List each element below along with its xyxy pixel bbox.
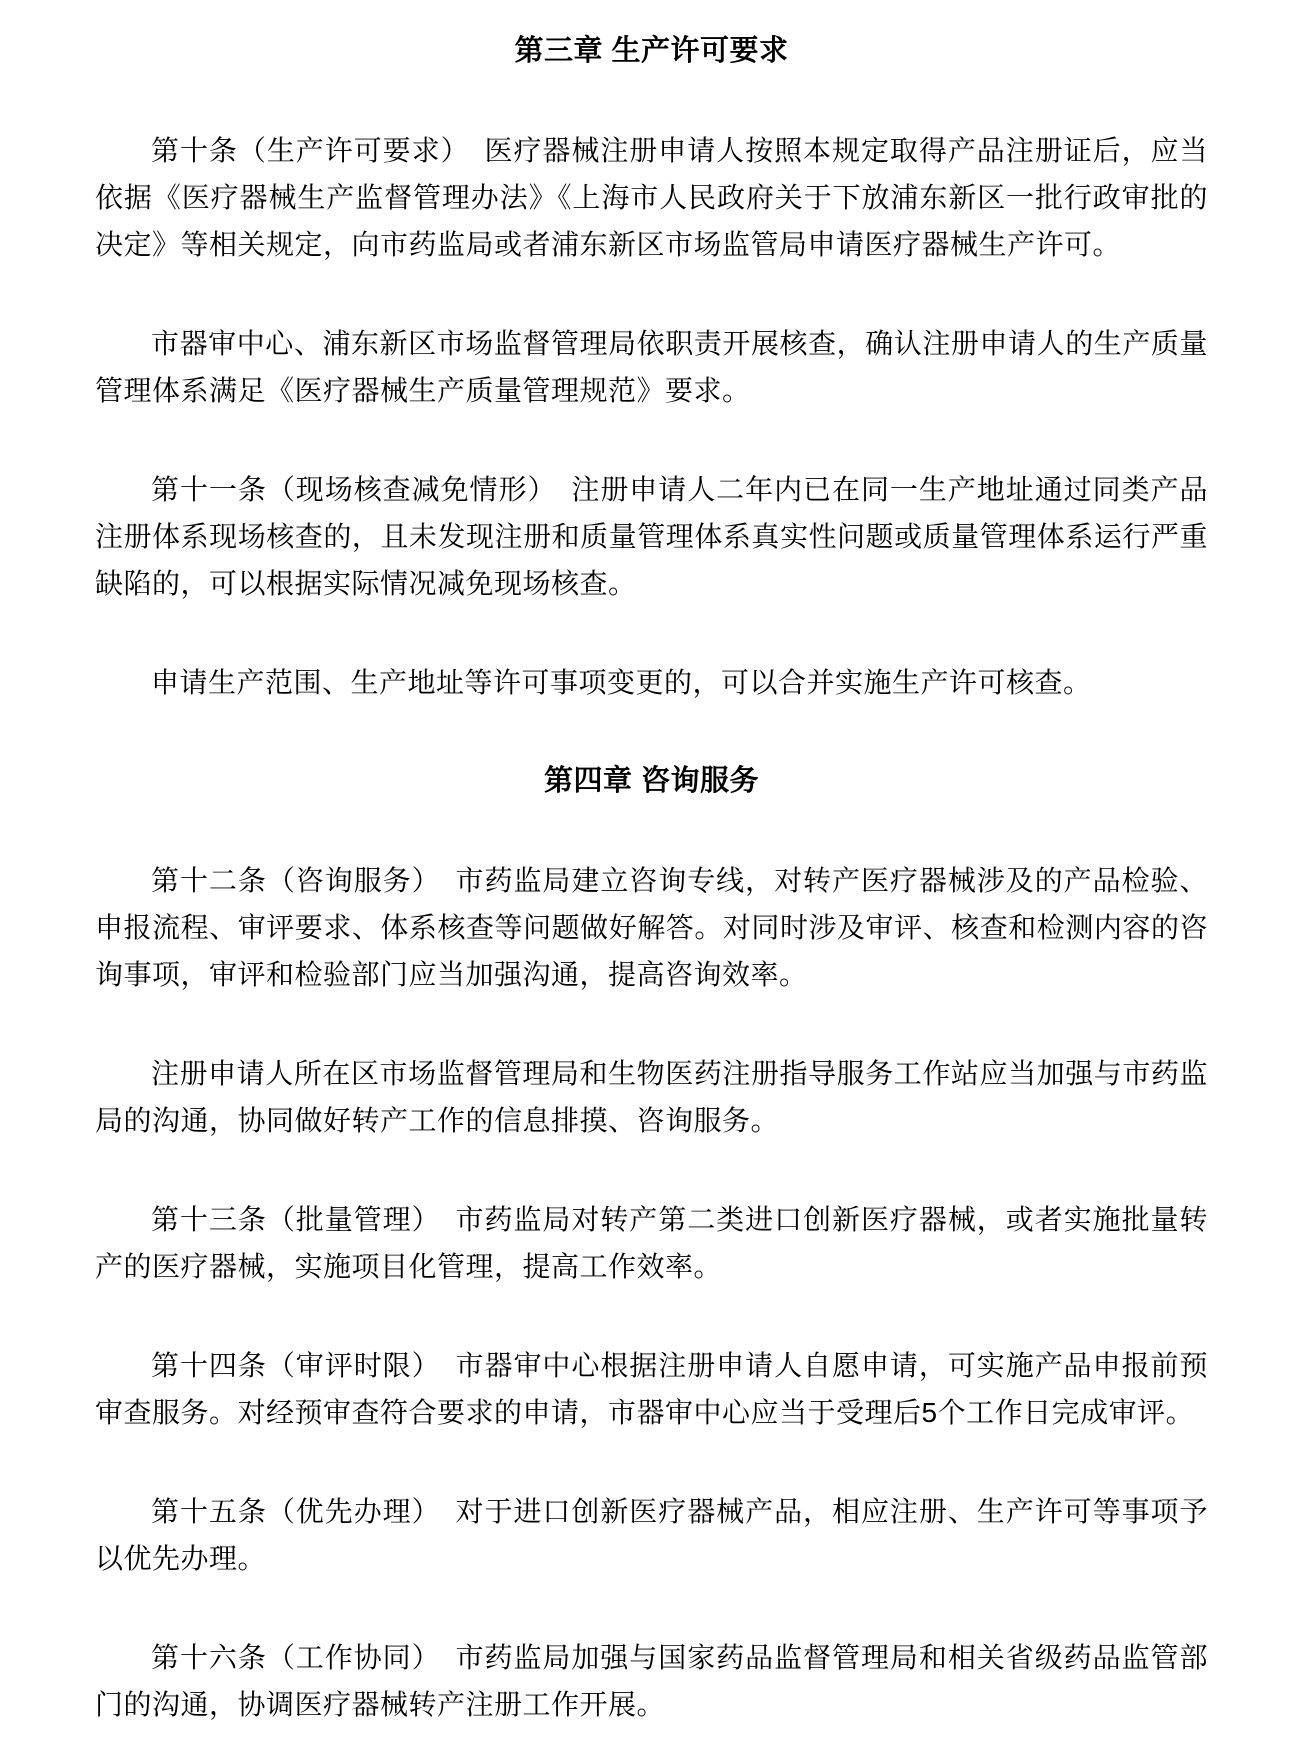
paragraph-article-10: 第十条（生产许可要求） 医疗器械注册申请人按照本规定取得产品注册证后，应当依据《医疗器械生产监督管理办法》《上海市人民政府关于下放浦东新区一批行政审批的决定》等相关规定，向市药监局或者浦东新区市场监管局申请医疗器械生产许可。 [95,135,1208,260]
paragraph-article-16: 第十六条（工作协同） 市药监局加强与国家药品监督管理局和相关省级药品监管部门的沟通，协调医疗器械转产注册工作开展。 [95,1642,1208,1720]
paragraph-article-14: 第十四条（审评时限） 市器审中心根据注册申请人自愿申请，可实施产品申报前预审查服务。对经预审查符合要求的申请，市器审中心应当于受理后5个工作日完成审评。 [95,1350,1208,1428]
paragraph: 注册申请人所在区市场监督管理局和生物医药注册指导服务工作站应当加强与市药监局的沟通，协同做好转产工作的信息排摸、咨询服务。 [95,1058,1208,1136]
paragraph-article-12: 第十二条（咨询服务） 市药监局建立咨询专线，对转产医疗器械涉及的产品检验、申报流程、审评要求、体系核查等问题做好解答。对同时涉及审评、核查和检测内容的咨询事项，审评和检验部门应当加强沟通，提高咨询效率。 [95,865,1208,990]
paragraph-article-13: 第十三条（批量管理） 市药监局对转产第二类进口创新医疗器械，或者实施批量转产的医疗器械，实施项目化管理，提高工作效率。 [95,1204,1208,1282]
chapter-3-heading: 第三章 生产许可要求 [514,35,789,67]
paragraph: 申请生产范围、生产地址等许可事项变更的，可以合并实施生产许可核查。 [151,667,1092,698]
paragraph-article-15: 第十五条（优先办理） 对于进口创新医疗器械产品，相应注册、生产许可等事项予以优先办理。 [95,1496,1208,1574]
paragraph: 市器审中心、浦东新区市场监督管理局依职责开展核查，确认注册申请人的生产质量管理体系满足《医疗器械生产质量管理规范》要求。 [95,328,1208,406]
paragraph-article-11: 第十一条（现场核查减免情形） 注册申请人二年内已在同一生产地址通过同类产品注册体系现场核查的，且未发现注册和质量管理体系真实性问题或质量管理体系运行严重缺陷的，可以根据实际情况减免现场核查。 [95,474,1208,599]
chapter-4-heading: 第四章 咨询服务 [543,765,760,797]
